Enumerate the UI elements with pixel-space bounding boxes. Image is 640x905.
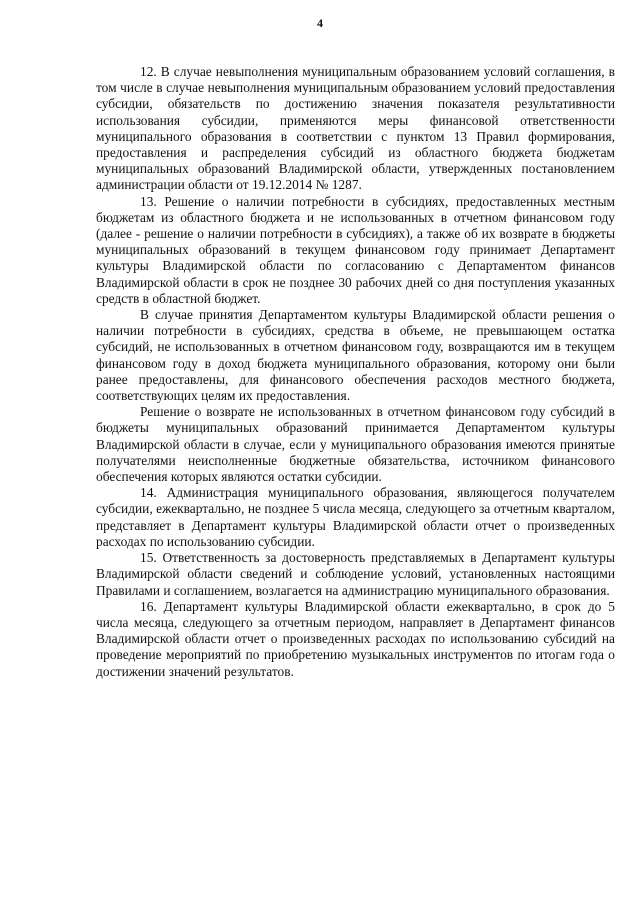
document-body <box>96 64 615 680</box>
paragraph-13-refund-decision: В случае принятия Департаментом культуры Владимирской области решения о наличии потребности в субсидиях, средства в объеме, не превышающем остатка субсидий, не использованных в отчетном финансовом году, возвращаются им в текущем финансовом году в доход бюджета муниципального образования, которому они были ранее предоставлены, для финансового обеспечения расходов местного бюджета, соответствующих целям их предоставления. <box>96 307 615 404</box>
page-number: 4 <box>317 16 323 30</box>
paragraph-12: 12. В случае невыполнения муниципальным образованием условий соглашения, в том числе в случае невыполнения муниципальным образованием условий предоставления субсидии, обязательств по достижению значения показателя результативности использования субсидии, применяются меры финансовой ответственности муниципального образования в соответствии с пунктом 13 Правил формирования, предоставления и распределения субсидий из областного бюджета бюджетам муниципальных образований Владимирской области, утвержденных постановлением администрации области от 19.12.2014 № 1287. <box>96 64 615 193</box>
paragraph-14: 14. Администрация муниципального образования, являющегося получателем субсидии, ежеквартально, не позднее 5 числа месяца, следующего за отчетным кварталом, представляет в Департамент культуры Владимирской области отчет о произведенных расходах по использованию субсидии. <box>96 485 615 549</box>
paragraph-13: 13. Решение о наличии потребности в субсидиях, предоставленных местным бюджетам из областного бюджета и не использованных в отчетном финансовом году (далее - решение о наличии потребности в субсидиях), а также об их возврате в бюджеты муниципальных образований в текущем финансовом году принимает Департамент культуры Владимирской области по согласованию с Департаментом финансов Владимирской области в срок не позднее 30 рабочих дней со дня поступления указанных средств в областной бюджет. <box>96 193 615 306</box>
paragraph-13-return-decision: Решение о возврате не использованных в отчетном финансовом году субсидий в бюджеты муниципальных образований принимается Департаментом культуры Владимирской области в случае, если у муниципального образования имеются принятые получателями неисполненные бюджетные обязательства, источником финансового обеспечения которых являются остатки субсидии. <box>96 404 615 485</box>
paragraph-16: 16. Департамент культуры Владимирской области ежеквартально, в срок до 5 числа месяца, следующего за отчетным периодом, направляет в Департамент финансов Владимирской области отчет о произведенных расходах по использованию субсидий на проведение мероприятий по приобретению музыкальных инструментов по итогам года о достижении значений результатов. <box>96 598 615 679</box>
paragraph-15: 15. Ответственность за достоверность представляемых в Департамент культуры Владимирской области сведений и соблюдение условий, установленных настоящими Правилами и соглашением, возлагается на администрацию муниципального образования. <box>96 550 615 598</box>
